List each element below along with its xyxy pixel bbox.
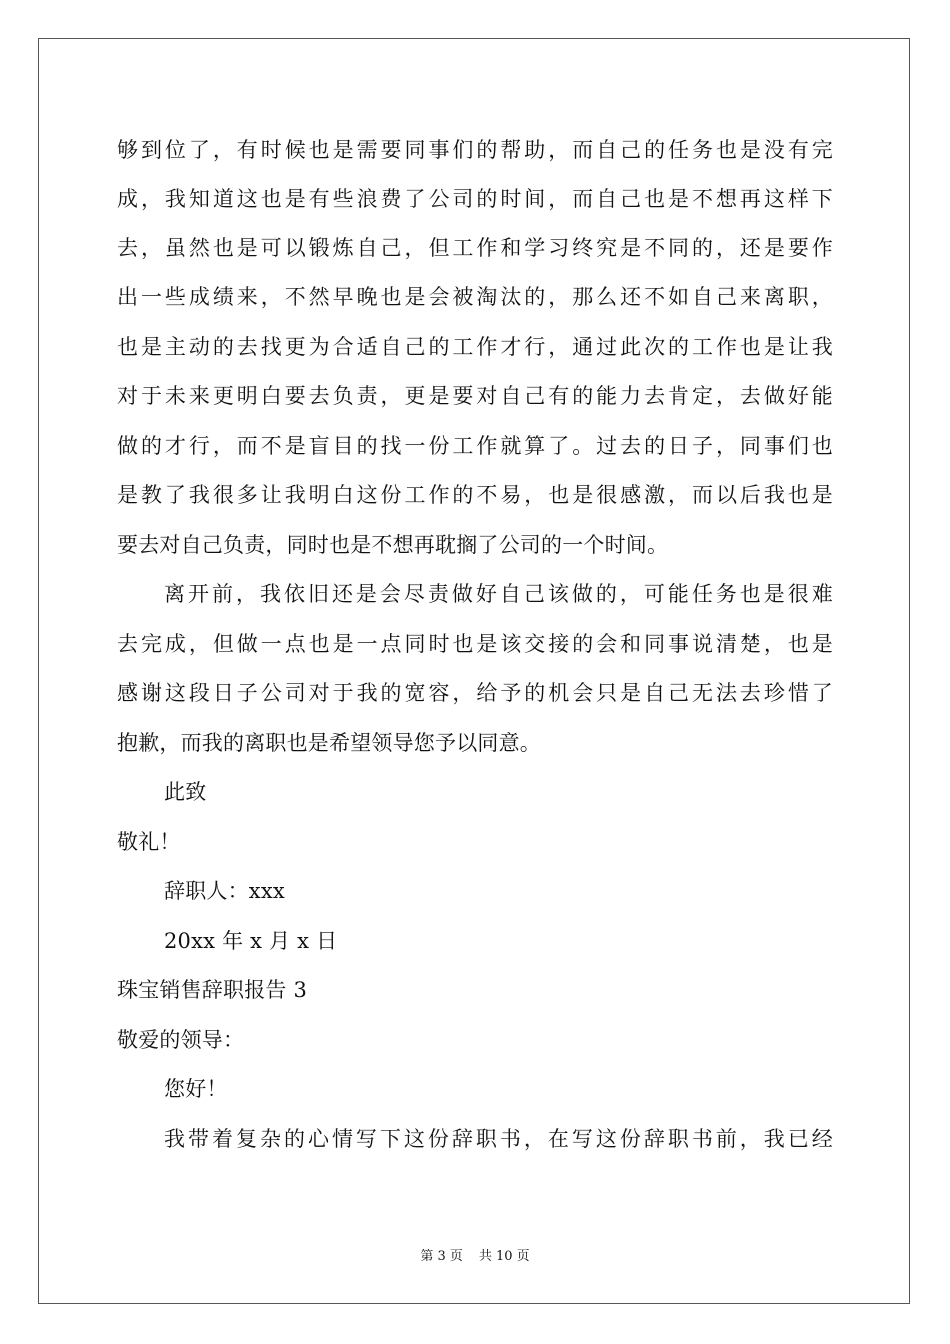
paragraph-line: 抱歉，而我的离职也是希望领导您予以同意。 [117,731,541,755]
paragraph-line: 去完成，但做一点也是一点同时也是该交接的会和同事说清楚，也是 [117,632,833,656]
paragraph-line: 我带着复杂的心情写下这份辞职书，在写这份辞职书前，我已经 [164,1127,833,1151]
greeting: 敬爱的领导： [117,1028,245,1052]
paragraph-line: 出一些成绩来，不然早晚也是会被淘汰的，那么还不如自己来离职， [117,285,833,309]
paragraph-line: 对于未来更明白要去负责，更是要对自己有的能力去肯定，去做好能 [117,384,833,408]
closing-salutation: 此致 [164,780,207,804]
date-line: 20xx 年 x 月 x 日 [164,929,338,953]
page-total: 共 10 页 [478,1249,530,1264]
paragraph-line: 感谢这段日子公司对于我的宽容，给予的机会只是自己无法去珍惜了 [117,681,833,705]
closing-respect: 敬礼！ [117,830,181,854]
page-footer [0,1248,950,1266]
paragraph-line: 是教了我很多让我明白这份工作的不易，也是很感激，而以后我也是 [117,483,833,507]
paragraph-line: 要去对自己负责，同时也是不想再耽搁了公司的一个时间。 [117,533,669,557]
paragraph-line: 成，我知道这也是有些浪费了公司的时间，而自己也是不想再这样下 [117,187,833,211]
page-number: 第 3 页 [420,1249,463,1264]
paragraph-line: 离开前，我依旧还是会尽责做好自己该做的，可能任务也是很难 [164,582,833,606]
paragraph-line: 够到位了，有时候也是需要同事们的帮助，而自己的任务也是没有完 [117,138,833,162]
section-title: 珠宝销售辞职报告 3 [117,978,308,1002]
paragraph-line: 也是主动的去找更为合适自己的工作才行，通过此次的工作也是让我 [117,335,833,359]
page-border [38,38,910,1304]
greeting-hello: 您好！ [164,1077,228,1101]
signature-line: 辞职人：xxx [164,879,285,903]
paragraph-line: 去，虽然也是可以锻炼自己，但工作和学习终究是不同的，还是要作 [117,236,833,260]
paragraph-line: 做的才行，而不是盲目的找一份工作就算了。过去的日子，同事们也 [117,434,833,458]
